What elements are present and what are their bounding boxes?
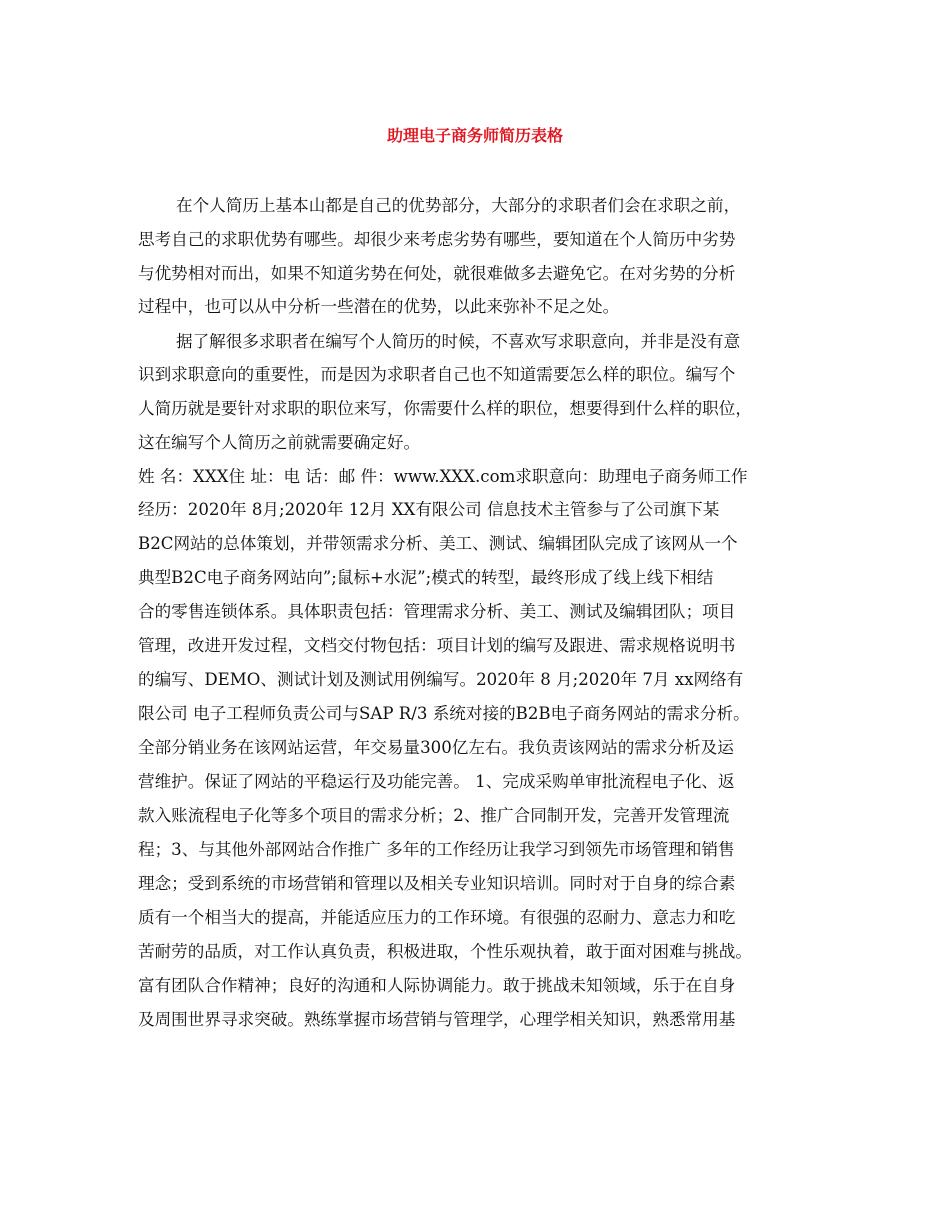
paragraph-line: 过程中，也可以从中分析一些潜在的优势，以此来弥补不足之处。: [138, 297, 620, 316]
paragraph-line: 人简历就是要针对求职的职位来写，你需要什么样的职位，想要得到什么样的职位，: [138, 399, 752, 418]
paragraph-line: 款入账流程电子化等多个项目的需求分析；2、推广合同制开发，完善开发管理流: [138, 806, 730, 825]
paragraph-line: 限公司 电子工程师负责公司与SAP R/3 系统对接的B2B电子商务网站的需求分析。: [138, 704, 750, 723]
paragraph-line: 姓 名：XXX住 址：电 话：邮 件：www.XXX.com求职意向：助理电子商务师工作: [138, 467, 748, 486]
paragraph-line: 及周围世界寻求突破。熟练掌握市场营销与管理学，心理学相关知识，熟悉常用基: [138, 1010, 736, 1029]
paragraph-line: 富有团队合作精神；良好的沟通和人际协调能力。敢于挑战未知领域，乐于在自身: [138, 976, 736, 995]
paragraph-line: 识到求职意向的重要性，而是因为求职者自己也不知道需要怎么样的职位。编写个: [138, 365, 736, 384]
paragraph-line: 营维护。保证了网站的平稳运行及功能完善。 1、完成采购单审批流程电子化、返: [138, 772, 735, 791]
paragraph-line: 这在编写个人简历之前就需要确定好。: [138, 433, 421, 452]
paragraph-line: 典型B2C电子商务网站向”;鼠标+水泥”;模式的转型，最终形成了线上线下相结: [138, 568, 714, 587]
paragraph-line: 思考自己的求职优势有哪些。却很少来考虑劣势有哪些，要知道在个人简历中劣势: [138, 230, 736, 249]
paragraph-line: 与优势相对而出，如果不知道劣势在何处，就很难做多去避免它。在对劣势的分析: [138, 264, 736, 283]
paragraph-line: 苦耐劳的品质，对工作认真负责，积极进取，个性乐观执着，敢于面对困难与挑战。: [138, 942, 752, 961]
paragraph-line: B2C网站的总体策划，并带领需求分析、美工、测试、编辑团队完成了该网从一个: [138, 534, 738, 553]
document-title: 助理电子商务师简历表格: [386, 126, 563, 145]
paragraph-line: 在个人简历上基本山都是自己的优势部分，大部分的求职者们会在求职之前，: [176, 196, 741, 215]
paragraph-line: 全部分销业务在该网站运营，年交易量300亿左右。我负责该网站的需求分析及运: [138, 738, 734, 757]
paragraph-line: 程；3、与其他外部网站合作推广 多年的工作经历让我学习到领先市场管理和销售: [138, 840, 735, 859]
paragraph-line: 理念；受到系统的市场营销和管理以及相关专业知识培训。同时对于自身的综合素: [138, 874, 736, 893]
paragraph-line: 管理，改进开发过程，文档交付物包括：项目计划的编写及跟进、需求规格说明书: [138, 636, 736, 655]
paragraph-line: 据了解很多求职者在编写个人简历的时候，不喜欢写求职意向，并非是没有意: [176, 332, 741, 351]
paragraph-line: 的编写、DEMO、测试计划及测试用例编写。2020年 8 月;2020年 7月 xx网络有: [138, 670, 744, 689]
paragraph-line: 合的零售连锁体系。具体职责包括：管理需求分析、美工、测试及编辑团队；项目: [138, 602, 736, 621]
paragraph-line: 经历：2020年 8月;2020年 12月 XX有限公司 信息技术主管参与了公司旗下某: [138, 500, 720, 519]
paragraph-line: 质有一个相当大的提高，并能适应压力的工作环境。有很强的忍耐力、意志力和吃: [138, 908, 736, 927]
